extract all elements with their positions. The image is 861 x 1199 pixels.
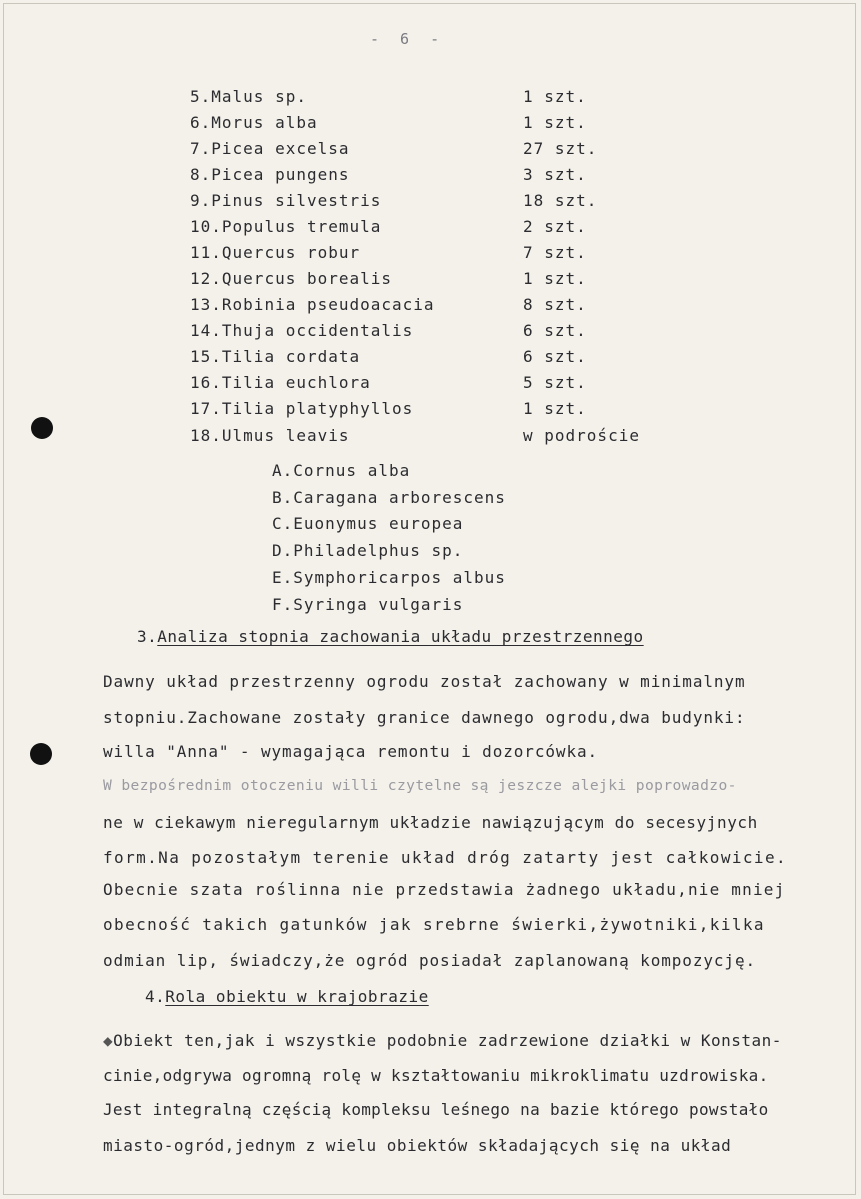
shrub-item: A.Cornus alba [272, 461, 411, 480]
paragraph-line: Jest integralną częścią kompleksu leśnego na bazie którego powstało [103, 1100, 769, 1119]
paragraph-line: Obecnie szata roślinna nie przedstawia żadnego układu,nie mniej [103, 880, 786, 899]
tree-quantity: 6 szt. [523, 321, 587, 340]
section-3-heading [137, 627, 644, 646]
shrub-item: E.Symphoricarpos albus [272, 568, 506, 587]
tree-row: 15.Tilia cordata 6 szt. [190, 347, 587, 366]
tree-row: 7.Picea excelsa 27 szt. [190, 139, 598, 158]
paragraph-line: cinie,odgrywa ogromną rolę w kształtowaniu mikroklimatu uzdrowiska. [103, 1066, 769, 1085]
section-4-heading [145, 987, 429, 1006]
tree-row: 18.Ulmus leavis w podroście [190, 426, 640, 445]
tree-row: 17.Tilia platyphyllos 1 szt. [190, 399, 587, 418]
paragraph-line: Dawny układ przestrzenny ogrodu został zachowany w minimalnym [103, 672, 746, 691]
section-number: 3. [137, 627, 158, 646]
tree-quantity: 1 szt. [523, 87, 587, 106]
tree-quantity: 3 szt. [523, 165, 587, 184]
paragraph-line: W bezpośrednim otoczeniu willi czytelne są jeszcze alejki poprowadzo- [103, 777, 737, 794]
paragraph-line: stopniu.Zachowane zostały granice dawnego ogrodu,dwa budynki: [103, 708, 746, 727]
paragraph-line: miasto-ogród,jednym z wielu obiektów składających się na układ [103, 1136, 732, 1155]
tree-row: 11.Quercus robur 7 szt. [190, 243, 587, 262]
tree-quantity: 1 szt. [523, 399, 587, 418]
tree-row: 10.Populus tremula 2 szt. [190, 217, 587, 236]
tree-quantity: 2 szt. [523, 217, 587, 236]
tree-quantity: 8 szt. [523, 295, 587, 314]
shrub-item: B.Caragana arborescens [272, 488, 506, 507]
tree-quantity: 7 szt. [523, 243, 587, 262]
paragraph-line: odmian lip, świadczy,że ogród posiadał zaplanowaną kompozycję. [103, 951, 757, 970]
punch-hole-lower [30, 743, 52, 765]
tree-row: 8.Picea pungens 3 szt. [190, 165, 587, 184]
tree-quantity: w podroście [523, 426, 640, 445]
paragraph-line: form.Na pozostałym terenie układ dróg zatarty jest całkowicie. [103, 848, 788, 867]
tree-row: 12.Quercus borealis 1 szt. [190, 269, 587, 288]
tree-row: 9.Pinus silvestris 18 szt. [190, 191, 598, 210]
shrub-item: F.Syringa vulgaris [272, 595, 464, 614]
tree-quantity: 1 szt. [523, 269, 587, 288]
tree-quantity: 18 szt. [523, 191, 598, 210]
tree-row: 6.Morus alba 1 szt. [190, 113, 587, 132]
shrub-item: C.Euonymus europea [272, 514, 464, 533]
tree-row: 16.Tilia euchlora 5 szt. [190, 373, 587, 392]
page-number: - 6 - [370, 30, 446, 48]
tree-quantity: 5 szt. [523, 373, 587, 392]
paragraph-line: ◆Obiekt ten,jak i wszystkie podobnie zadrzewione działki w Konstan- [103, 1031, 782, 1050]
paragraph-line: ne w ciekawym nieregularnym układzie nawiązującym do secesyjnych [103, 813, 758, 832]
bullet-icon: ◆ [103, 1031, 114, 1050]
tree-row: 14.Thuja occidentalis 6 szt. [190, 321, 587, 340]
section-number: 4. [145, 987, 166, 1006]
section-title: Rola obiektu w krajobrazie [165, 987, 429, 1006]
tree-quantity: 6 szt. [523, 347, 587, 366]
paragraph-line: willa "Anna" - wymagająca remontu i dozorcówka. [103, 742, 599, 761]
section-title: Analiza stopnia zachowania układu przestrzennego [157, 627, 644, 646]
paragraph-line: obecność takich gatunków jak srebrne świerki,żywotniki,kilka [103, 915, 765, 934]
tree-row: 13.Robinia pseudoacacia 8 szt. [190, 295, 587, 314]
punch-hole-upper [31, 417, 53, 439]
shrub-item: D.Philadelphus sp. [272, 541, 464, 560]
tree-quantity: 1 szt. [523, 113, 587, 132]
tree-row: 5.Malus sp. 1 szt. [190, 87, 587, 106]
tree-quantity: 27 szt. [523, 139, 598, 158]
